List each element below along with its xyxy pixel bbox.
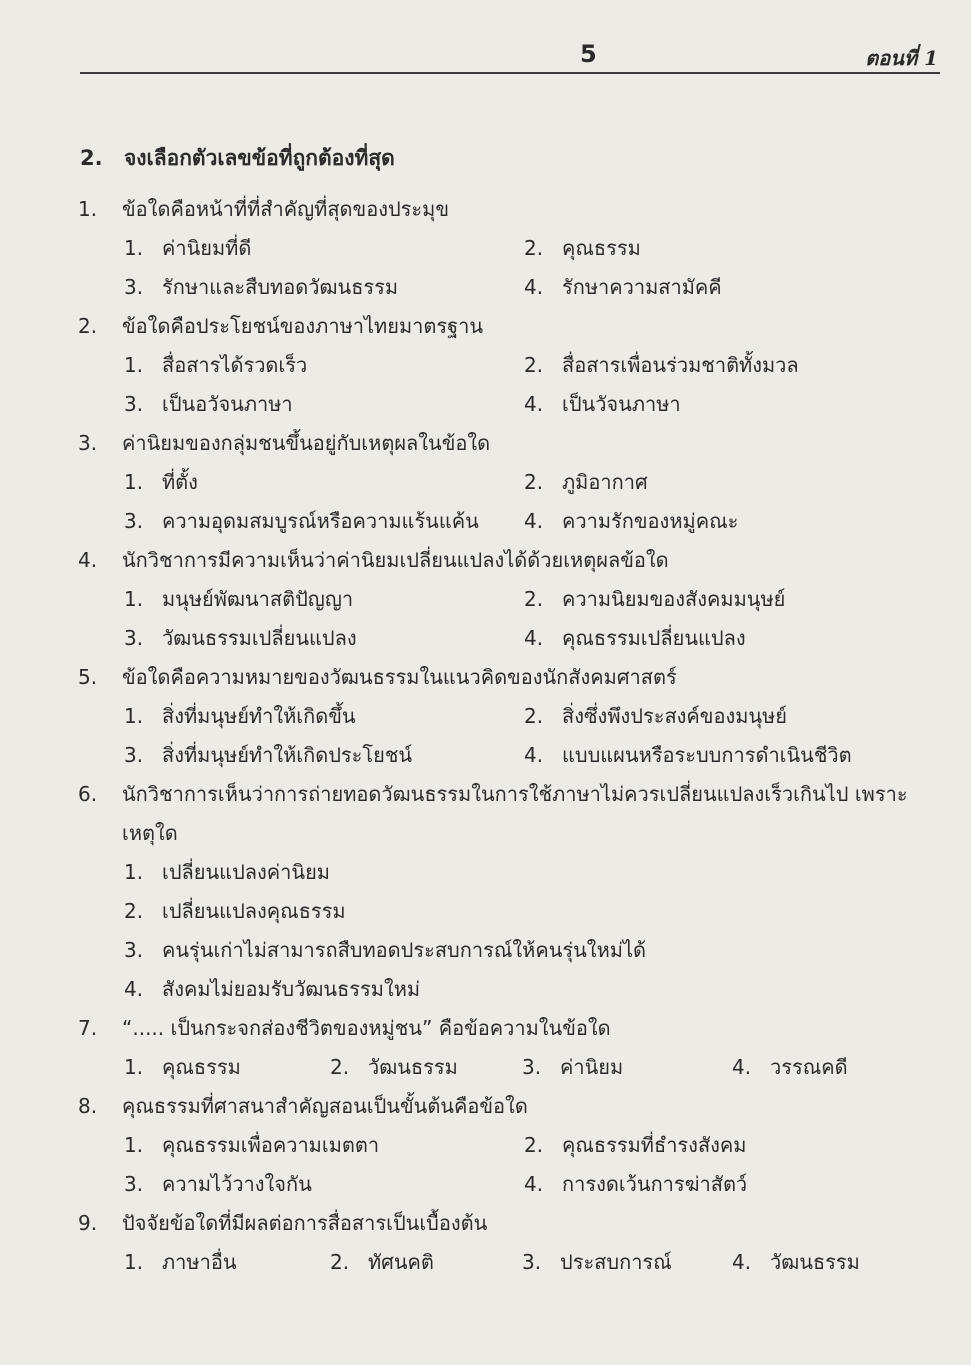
choice-2[interactable]: 2. วัฒนธรรม bbox=[330, 1055, 458, 1079]
choice-3[interactable]: 3. ความไว้วางใจกัน bbox=[124, 1172, 312, 1196]
choice-1[interactable]: 1. เปลี่ยนแปลงค่านิยม bbox=[124, 860, 330, 884]
question-number: 5. bbox=[78, 665, 98, 689]
choice-3[interactable]: 3. รักษาและสืบทอดวัฒนธรรม bbox=[124, 275, 399, 299]
question-number: 6. bbox=[78, 782, 98, 806]
choice-3[interactable]: 3. สิ่งที่มนุษย์ทำให้เกิดประโยชน์ bbox=[124, 743, 413, 767]
choice-3[interactable]: 3. ประสบการณ์ bbox=[522, 1250, 672, 1274]
question-text: ข้อใดคือความหมายของวัฒนธรรมในแนวคิดของนักสังคมศาสตร์ bbox=[122, 665, 677, 689]
choice-2[interactable]: 2. สื่อสารเพื่อนร่วมชาติทั้งมวล bbox=[524, 353, 799, 377]
choice-1[interactable]: 1. ภาษาอื่น bbox=[124, 1250, 237, 1274]
question-text: นักวิชาการเห็นว่าการถ่ายทอดวัฒนธรรมในการใช้ภาษาไม่ควรเปลี่ยนแปลงเร็วเกินไป เพราะ bbox=[122, 782, 908, 806]
choice-4[interactable]: 4. วรรณคดี bbox=[732, 1055, 848, 1079]
question-number: 3. bbox=[78, 431, 98, 455]
question-number: 7. bbox=[78, 1016, 98, 1040]
question-text-continued: เหตุใด bbox=[122, 821, 178, 845]
question-number: 1. bbox=[78, 197, 98, 221]
choice-4[interactable]: 4. คุณธรรมเปลี่ยนแปลง bbox=[524, 626, 746, 650]
question-8 bbox=[78, 1087, 948, 1204]
question-list bbox=[78, 190, 948, 1282]
question-6 bbox=[78, 775, 948, 1009]
question-4 bbox=[78, 541, 948, 658]
choice-2[interactable]: 2. ความนิยมของสังคมมนุษย์ bbox=[524, 587, 786, 611]
choice-2[interactable]: 2. สิ่งซึ่งพึงประสงค์ของมนุษย์ bbox=[524, 704, 787, 728]
page-number: 5 bbox=[580, 40, 597, 68]
choice-2[interactable]: 2. คุณธรรมที่ธำรงสังคม bbox=[524, 1133, 747, 1157]
choice-4[interactable]: 4. การงดเว้นการฆ่าสัตว์ bbox=[524, 1172, 748, 1196]
question-text: ค่านิยมของกลุ่มชนขึ้นอยู่กับเหตุผลในข้อใด bbox=[122, 431, 491, 455]
question-3 bbox=[78, 424, 948, 541]
choice-3[interactable]: 3. วัฒนธรรมเปลี่ยนแปลง bbox=[124, 626, 357, 650]
choice-4[interactable]: 4. วัฒนธรรม bbox=[732, 1250, 860, 1274]
question-2 bbox=[78, 307, 948, 424]
question-9 bbox=[78, 1204, 948, 1282]
question-5 bbox=[78, 658, 948, 775]
choice-3[interactable]: 3. คนรุ่นเก่าไม่สามารถสืบทอดประสบการณ์ให้คนรุ่นใหม่ได้ bbox=[124, 938, 646, 962]
part-label: ตอนที่ 1 bbox=[865, 46, 938, 70]
question-number: 9. bbox=[78, 1211, 98, 1235]
choice-1[interactable]: 1. ค่านิยมที่ดี bbox=[124, 236, 252, 260]
question-text: “..... เป็นกระจกส่องชีวิตของหมู่ชน” คือข้อความในข้อใด bbox=[122, 1016, 611, 1040]
choice-1[interactable]: 1. สิ่งที่มนุษย์ทำให้เกิดขึ้น bbox=[124, 704, 356, 728]
question-text: ข้อใดคือประโยชน์ของภาษาไทยมาตรฐาน bbox=[122, 314, 484, 338]
question-1 bbox=[78, 190, 948, 307]
question-text: ข้อใดคือหน้าที่ที่สำคัญที่สุดของประมุข bbox=[122, 197, 450, 221]
choice-1[interactable]: 1. คุณธรรมเพื่อความเมตตา bbox=[124, 1133, 380, 1157]
choice-1[interactable]: 1. ที่ตั้ง bbox=[124, 470, 198, 494]
page-header bbox=[80, 38, 940, 74]
section-title bbox=[80, 142, 395, 175]
question-text: คุณธรรมที่ศาสนาสำคัญสอนเป็นขั้นต้นคือข้อใด bbox=[122, 1094, 528, 1118]
choice-1[interactable]: 1. มนุษย์พัฒนาสติปัญญา bbox=[124, 587, 354, 611]
choice-1[interactable]: 1. คุณธรรม bbox=[124, 1055, 241, 1079]
choice-3[interactable]: 3. ค่านิยม bbox=[522, 1055, 624, 1079]
choice-4[interactable]: 4. แบบแผนหรือระบบการดำเนินชีวิต bbox=[524, 743, 852, 767]
choice-4[interactable]: 4. ความรักของหมู่คณะ bbox=[524, 509, 739, 533]
question-text: ปัจจัยข้อใดที่มีผลต่อการสื่อสารเป็นเบื้องต้น bbox=[122, 1211, 488, 1235]
section-instruction: จงเลือกตัวเลขข้อที่ถูกต้องที่สุด bbox=[124, 146, 395, 170]
question-text: นักวิชาการมีความเห็นว่าค่านิยมเปลี่ยนแปลงได้ด้วยเหตุผลข้อใด bbox=[122, 548, 669, 572]
question-number: 8. bbox=[78, 1094, 98, 1118]
choice-2[interactable]: 2. คุณธรรม bbox=[524, 236, 641, 260]
choice-2[interactable]: 2. เปลี่ยนแปลงคุณธรรม bbox=[124, 899, 346, 923]
choice-2[interactable]: 2. ทัศนคติ bbox=[330, 1250, 434, 1274]
choice-3[interactable]: 3. เป็นอวัจนภาษา bbox=[124, 392, 293, 416]
choice-1[interactable]: 1. สื่อสารได้รวดเร็ว bbox=[124, 353, 308, 377]
choice-4[interactable]: 4. สังคมไม่ยอมรับวัฒนธรรมใหม่ bbox=[124, 977, 421, 1001]
choice-4[interactable]: 4. รักษาความสามัคคี bbox=[524, 275, 722, 299]
question-7 bbox=[78, 1009, 948, 1087]
choice-3[interactable]: 3. ความอุดมสมบูรณ์หรือความแร้นแค้น bbox=[124, 509, 479, 533]
section-number: 2. bbox=[80, 146, 103, 170]
question-number: 2. bbox=[78, 314, 98, 338]
question-number: 4. bbox=[78, 548, 98, 572]
choice-4[interactable]: 4. เป็นวัจนภาษา bbox=[524, 392, 681, 416]
choice-2[interactable]: 2. ภูมิอากาศ bbox=[524, 470, 648, 494]
